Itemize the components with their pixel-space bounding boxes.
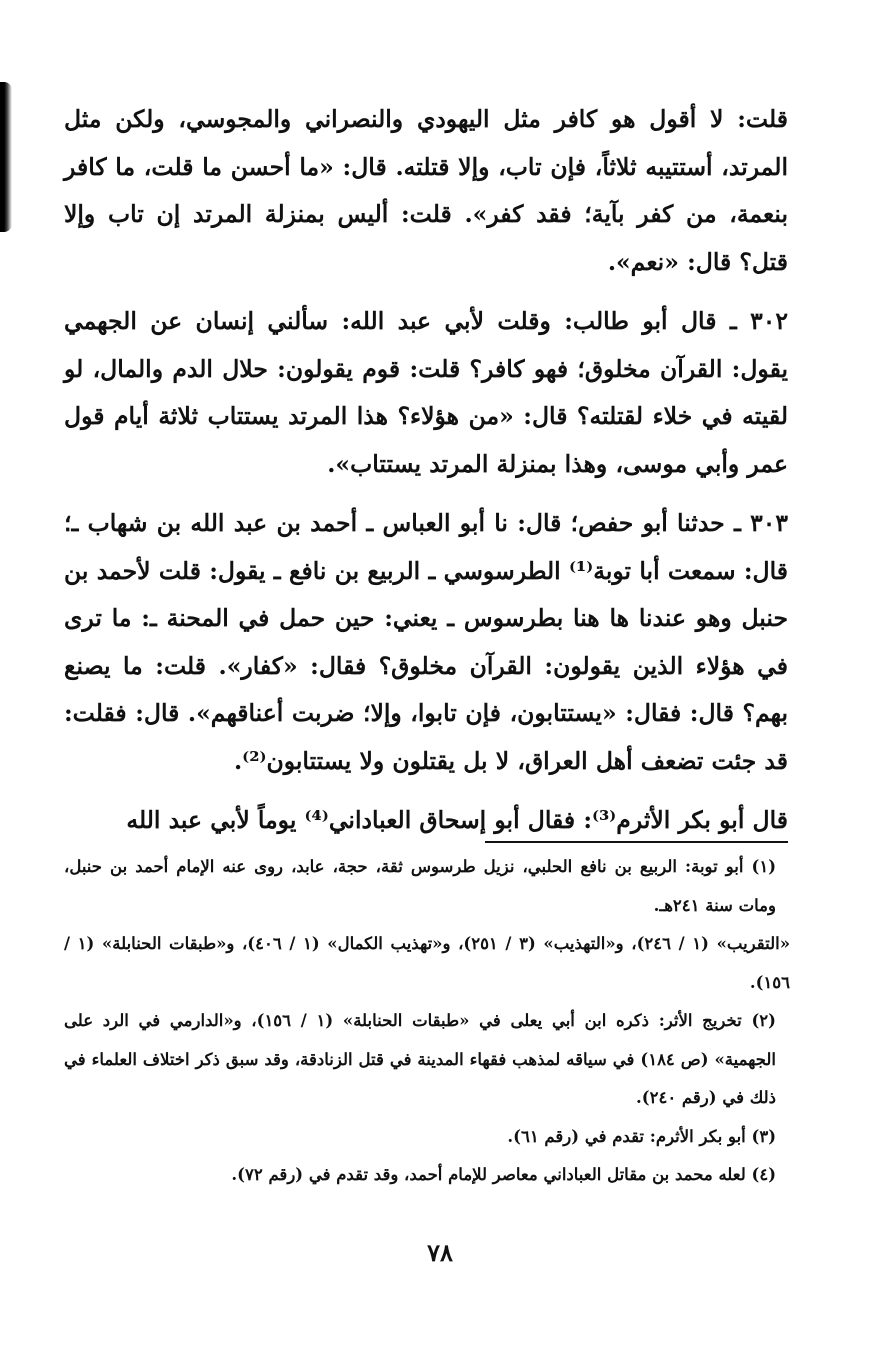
scan-edge-mark — [0, 82, 12, 232]
footnote-3: (٣) أبو بكر الأثرم: تقدم في (رقم ٦١). — [507, 1126, 776, 1146]
footnotes — [64, 848, 790, 1195]
footnote-2: (٢) تخريج الأثر: ذكره ابن أبي يعلى في «طبقات الحنابلة» (١ / ١٥٦)، و«الدارمي في الرد على الجهمية» (ص ١٨٤) في سياقه لمذهب فقهاء المدينة في قتل الزنادقة، وقد سبق ذكر اختلاف العلماء في ذلك في (رقم ٢٤٠). — [64, 1011, 777, 1107]
paragraph-athram: قال أبو بكر الأثرم⁽³⁾: فقال أبو إسحاق العباداني⁽⁴⁾ يوماً لأبي عبد الله — [126, 806, 788, 834]
page-number: ٧٨ — [427, 1238, 453, 1267]
footnote-separator — [485, 841, 788, 843]
footnote-4: (٤) لعله محمد بن مقاتل العباداني معاصر للإمام أحمد، وقد تقدم في (رقم ٧٢). — [231, 1165, 776, 1184]
paragraph-1: قلت: لا أقول هو كافر مثل اليهودي والنصراني والمجوسي، ولكن مثل المرتد، أستتيبه ثلاثاً، فإن تاب، وإلا قتلته. قال: «ما أحسن ما قلت، ما كافر بنعمة، من كفر بآية؛ فقد كفر». قلت: أليس بمنزلة المرتد إن تاب وإلا قتل؟ قال: «نعم». — [64, 105, 788, 276]
paragraph-303: ٣٠٣ ـ حدثنا أبو حفص؛ قال: نا أبو العباس ـ أحمد بن عبد الله بن شهاب ـ؛ قال: سمعت أبا توبة⁽¹⁾ الطرسوسي ـ الربيع بن نافع ـ يقول: قلت لأحمد بن حنبل وهو عندنا ها هنا بطرسوس ـ يعني: حين حمل في المحنة ـ: ما ترى في هؤلاء الذين يقولون: القرآن مخلوق؟ فقال: «كفار». قلت: ما يصنع بهم؟ قال: فقال: «يستتابون، فإن تابوا، وإلا؛ ضربت أعناقهم». قال: فقلت: قد جئت تضعف أهل العراق، لا بل يقتلون ولا يستتابون⁽²⁾. — [64, 509, 788, 775]
footnote-1-sources: «التقريب» (١ / ٢٤٦)، و«التهذيب» (٣ / ٢٥١)، و«تهذيب الكمال» (١ / ٤٠٦)، و«طبقات الحنابلة» (١ / ١٥٦). — [64, 934, 791, 992]
paragraph-302: ٣٠٢ ـ قال أبو طالب: وقلت لأبي عبد الله: سألني إنسان عن الجهمي يقول: القرآن مخلوق؛ فهو كافر؟ قلت: قوم يقولون: حلال الدم والمال، لو لقيته في خلاء لقتلته؟ قال: «من هؤلاء؟ هذا المرتد يستتاب ثلاثة أيام قول عمر وأبي موسى، وهذا بمنزلة المرتد يستتاب». — [64, 307, 788, 478]
footnote-1: (١) أبو توبة: الربيع بن نافع الحلبي، نزيل طرسوس ثقة، حجة، عابد، روى عنه الإمام أحمد بن حنبل، ومات سنة ٢٤١هـ. — [64, 857, 776, 915]
main-text — [64, 96, 788, 857]
